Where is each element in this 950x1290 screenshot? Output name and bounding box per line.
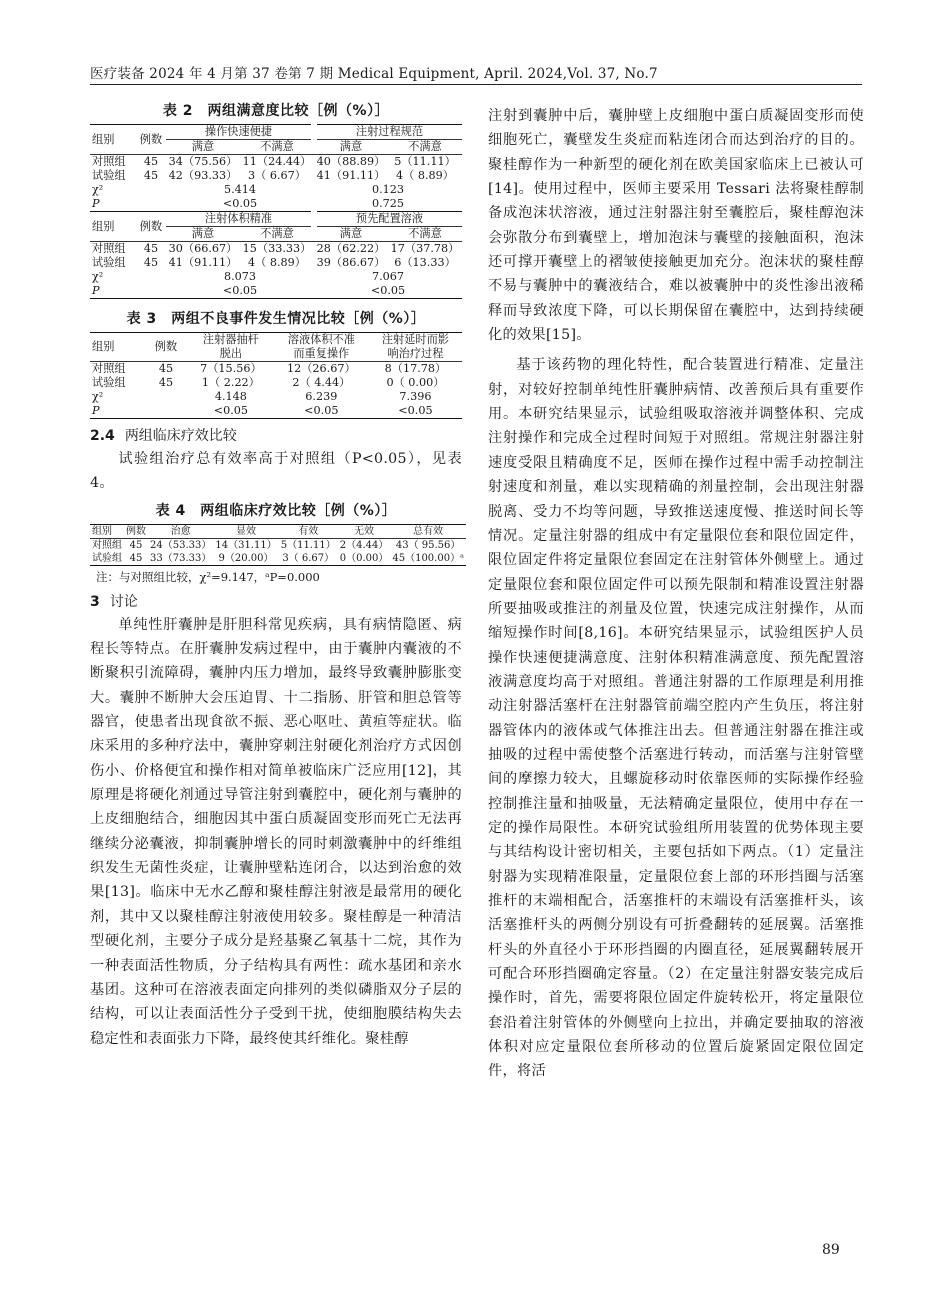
table-cell: 4.148 bbox=[214, 390, 247, 403]
table4-col: 治愈 bbox=[148, 524, 213, 538]
table2-sub: 满意 bbox=[314, 140, 388, 155]
table-cell: 45 bbox=[143, 242, 159, 255]
table3-head-row bbox=[90, 333, 462, 362]
table-cell: 6.239 bbox=[305, 390, 338, 403]
table-cell: 试验组 bbox=[92, 169, 126, 182]
table-cell: 39（86.67） bbox=[316, 256, 386, 269]
table4 bbox=[90, 524, 466, 566]
table-cell: 6（13.33） bbox=[394, 256, 456, 269]
table-cell: 40（88.89） bbox=[316, 155, 386, 168]
table-cell: 34（75.56） bbox=[168, 155, 238, 168]
table-row bbox=[90, 284, 462, 299]
table-cell: 试验组 bbox=[92, 256, 126, 269]
table2-sub: 满意 bbox=[166, 227, 240, 242]
table-cell: 4（ 8.89） bbox=[396, 169, 454, 182]
table-row bbox=[90, 256, 462, 270]
table3-col-group: 组别 bbox=[90, 333, 144, 362]
table-cell: 12（26.67） bbox=[287, 362, 356, 375]
table2-sub: 不满意 bbox=[388, 140, 462, 155]
table2-head-standard: 注射过程规范 bbox=[314, 125, 462, 140]
table-cell: 45 bbox=[143, 169, 159, 182]
table-cell: 8（17.78） bbox=[384, 362, 447, 375]
section-number: 2.4 bbox=[90, 428, 115, 444]
table-cell: 对照组 bbox=[92, 155, 126, 168]
table-cell: 41（91.11） bbox=[316, 169, 386, 182]
table4-col: 例数 bbox=[126, 525, 146, 537]
table4-col: 有效 bbox=[279, 524, 338, 538]
table-row bbox=[90, 169, 462, 183]
section-3-heading bbox=[90, 591, 462, 611]
table-cell: 7（15.56） bbox=[200, 362, 262, 375]
table-row bbox=[90, 404, 462, 419]
discussion-paragraph-1: 单纯性肝囊肿是肝胆科常见疾病，具有病情隐匿、病程长等特点。在肝囊肿发病过程中，由于囊肿内囊液的不断聚积引流障碍，囊肿内压力增加，最终导致囊肿膨胀变大。囊肿不断肿大会压迫胃、十二指肠、肝管和胆总管等器官，使患者出现食欲不振、恶心呕吐、黄疸等症状。临床采用的多种疗法中，囊肿穿刺注射硬化剂治疗方式因创伤小、价格便宜和操作相对简单被临床广泛应用[12]，其原理是将硬化剂通过导管注射到囊腔中，硬化剂与囊肿的上皮细胞结合，细胞因其中蛋白质凝固变形而死亡无法再继续分泌囊液，抑制囊肿增长的同时刺激囊肿中的纤维组织发生无菌性炎症，让囊肿壁粘连闭合，以达到治愈的效果[13]。临床中无水乙醇和聚桂醇注射液是最常用的硬化剂，其中又以聚桂醇注射液使用较多。聚桂醇是一种清洁型硬化剂，主要分子成分是羟基聚乙氧基十二烷，其作为一种表面活性物质，分子结构具有两性：疏水基团和亲水基团。这种可在溶液表面定向排列的类似磷脂双分子层的结构，可以让表面活性分子受到干扰，使细胞膜结构失去稳定性和表面张力下降，最终使其纤维化。聚桂醇 bbox=[90, 616, 462, 1047]
header-rule bbox=[90, 84, 862, 85]
table-row bbox=[90, 538, 466, 552]
table-cell: 33（73.33） bbox=[150, 552, 212, 564]
table-cell: 45 bbox=[129, 539, 143, 551]
table-cell: 5.414 bbox=[223, 183, 257, 196]
table-cell: 4（ 8.89） bbox=[248, 256, 306, 269]
table-cell: 11（24.44） bbox=[242, 155, 312, 168]
table-cell: 41（91.11） bbox=[168, 256, 238, 269]
table3-col-delay: 注射延时而影 响治疗过程 bbox=[369, 333, 462, 362]
table-cell: 0（0.00） bbox=[339, 552, 389, 564]
table4-caption: 表 4 两组临床疗效比较［例（%）］ bbox=[155, 502, 397, 519]
section-title: 两组临床疗效比较 bbox=[124, 428, 237, 444]
table2-col-group: 组别 bbox=[90, 212, 136, 242]
p-label: P bbox=[92, 197, 100, 210]
table-cell: 0.725 bbox=[371, 197, 405, 210]
discussion-paragraph-1-continued: 注射到囊肿中后，囊肿壁上皮细胞中蛋白质凝固变形而使细胞死亡，囊壁发生炎症而粘连闭合而达到治疗的目的。聚桂醇作为一种新型的硬化剂在欧美国家临床上已被认可[14]。使用过程中，医师主要采用 Tessari 法将聚桂醇制备成泡沫状溶液，通过注射器注射至囊腔后，聚桂醇泡沫会弥散分布到囊壁上，增加泡沫与囊壁的接触面积，泡沫还可撑开囊壁上的褶皱使接触更加充分。泡沫状的聚桂醇不易与囊肿中的囊液结合，难以被囊肿中的炎性渗出液稀释而导致浓度下降，可以长期保留在囊腔中，达到持续硬化的效果[15]。 bbox=[488, 108, 864, 344]
chi-label: χ² bbox=[92, 390, 104, 403]
table2 bbox=[90, 124, 462, 299]
table-cell: 对照组 bbox=[92, 362, 126, 375]
table-cell: <0.05 bbox=[274, 404, 369, 419]
table-cell: 试验组 bbox=[92, 376, 126, 389]
table-cell: <0.05 bbox=[188, 404, 274, 419]
table2-sub: 满意 bbox=[314, 227, 388, 242]
table2-col-group: 组别 bbox=[90, 125, 136, 155]
table-cell: 5（11.11） bbox=[394, 155, 456, 168]
table-cell: 9（20.00） bbox=[213, 552, 278, 566]
table2-caption: 表 2 两组满意度比较［例（%）］ bbox=[162, 103, 390, 119]
section-title: 讨论 bbox=[109, 593, 138, 610]
table-cell: 对照组 bbox=[92, 242, 126, 255]
table4-col: 总有效 bbox=[390, 524, 466, 538]
section-number: 3 bbox=[90, 593, 100, 610]
table-row bbox=[90, 270, 462, 284]
table-cell: 14（31.11） bbox=[215, 539, 277, 551]
table-cell: 2（4.44） bbox=[339, 539, 389, 551]
table-row bbox=[90, 390, 462, 404]
discussion-paragraph-2: 基于该药物的理化特性，配合装置进行精准、定量注射，对较好控制单纯性肝囊肿病情、改善预后具有重要作用。本研究结果显示，试验组吸取溶液并调整体积、完成注射操作和完成全过程时间短于对照组。常规注射器注射速度受限且精确度不足，医师在操作过程中需手动控制注射速度和剂量，难以实现精确的剂量控制，会出现注射器脱离、受力不均等问题，导致推送速度慢、推送时间长等情况。定量注射器的组成中有定量限位套和限位固定件，限位固定件将定量限位套固定在注射管体外侧壁上。通过定量限位套和限位固定件可以预先限制和精准设置注射器所要抽吸或推注的剂量及位置，快速完成注射操作，从而缩短操作时间[8,16]。本研究结果显示，试验组医护人员操作快速便捷满意度、注射体积精准满意度、预先配置溶液满意度均高于对照组。普通注射器的工作原理是利用推动注射器活塞杆在注射器管前端空腔内产生负压，将注射器管体内的液体或气体推注出去。但普通注射器在推注或抽吸的过程中需使整个活塞进行转动，而活塞与注射管壁间的摩擦力较大，且螺旋移动时依靠医师的实际操作经验控制推注量和抽吸量，无法精确定量限位，使用中存在一定的操作局限性。本研究试验组所用装置的优势体现主要与其结构设计密切相关，主要包括如下两点。（1）定量注射器为实现精准限量，定量限位套上部的环形挡圈与活塞推杆的末端相配合，活塞推杆的末端设有活塞推杆头，该活塞推杆头的两侧分别设有可折叠翻转的延展翼。活塞推杆头的外直径小于环形挡圈的内圈直径，延展翼翻转展开可配合环形挡圈确定容量。（2）在定量注射器安装完成后操作时，首先，需要将限位固定件旋转松开，将定量限位套沿着注射管体的外侧壁向上拉出，并确定要抽取的溶液体积对应定量限位套所移动的位置后旋紧固定限位固定件，将活 bbox=[488, 357, 864, 1080]
table-cell: 对照组 bbox=[92, 539, 122, 551]
running-head: 医疗装备 2024 年 4 月第 37 卷第 7 期 Medical Equipment, April. 2024,Vol. 37, No.7 bbox=[90, 66, 658, 82]
table-cell: 17（37.78） bbox=[390, 242, 460, 255]
table-row bbox=[90, 376, 462, 390]
table-cell: 7.396 bbox=[399, 390, 432, 403]
section-2-4-text: 试验组治疗总有效率高于对照组（P<0.05），见表 4。 bbox=[90, 451, 462, 492]
table-cell: 试验组 bbox=[92, 552, 122, 564]
page-number: 89 bbox=[822, 1242, 840, 1258]
right-column bbox=[488, 104, 864, 1084]
table3-col-repeat: 溶液体积不准 而重复操作 bbox=[274, 333, 369, 362]
table2-col-n: 例数 bbox=[136, 125, 166, 155]
table-cell: 45（100.00）ᵃ bbox=[392, 552, 464, 564]
table4-head-row bbox=[90, 524, 466, 538]
table-cell: 24（53.33） bbox=[150, 539, 212, 551]
table-row bbox=[90, 362, 462, 377]
table-cell: 45 bbox=[158, 362, 174, 375]
table-cell: 45 bbox=[158, 376, 174, 389]
table-cell: 15（33.33） bbox=[242, 242, 312, 255]
table-cell: <0.05 bbox=[314, 284, 462, 299]
table4-note: 注：与对照组比较，χ²=9.147，ᵃP=0.000 bbox=[96, 569, 320, 584]
table4-col: 显效 bbox=[213, 524, 278, 538]
table-cell: 43（ 95.56） bbox=[395, 539, 461, 551]
table3-col-n: 例数 bbox=[144, 333, 188, 362]
table-cell: 3（ 6.67） bbox=[279, 552, 338, 566]
table2-head-volume: 注射体积精准 bbox=[166, 212, 314, 227]
table2-head-preconfig: 预先配置溶液 bbox=[314, 212, 462, 227]
table3-caption: 表 3 两组不良事件发生情况比较［例（%）］ bbox=[126, 311, 426, 327]
table2-sub: 不满意 bbox=[388, 227, 462, 242]
table2-head-row bbox=[90, 125, 462, 140]
table-cell: 7.067 bbox=[371, 270, 405, 283]
table-cell: <0.05 bbox=[222, 197, 258, 210]
chi-label: χ² bbox=[92, 183, 104, 196]
table-cell: 45 bbox=[124, 552, 148, 566]
table-row bbox=[90, 552, 466, 566]
table-row bbox=[90, 197, 462, 212]
table-row bbox=[90, 183, 462, 197]
left-column bbox=[90, 96, 462, 1051]
table-cell: <0.05 bbox=[369, 404, 462, 419]
table-cell: 8.073 bbox=[223, 270, 257, 283]
table-cell: 0（ 0.00） bbox=[386, 376, 445, 389]
p-label: P bbox=[90, 284, 136, 299]
table2-col-n: 例数 bbox=[136, 212, 166, 242]
table-cell: 0.123 bbox=[371, 183, 405, 196]
table-cell: 28（62.22） bbox=[316, 242, 386, 255]
table2-sub: 满意 bbox=[166, 140, 240, 155]
table-cell: 42（93.33） bbox=[168, 169, 238, 182]
table-cell: 2（ 4.44） bbox=[292, 376, 351, 389]
table-cell: 1（ 2.22） bbox=[201, 376, 260, 389]
table-row bbox=[90, 242, 462, 257]
table2-sub: 不满意 bbox=[240, 140, 314, 155]
table-cell: 30（66.67） bbox=[168, 242, 238, 255]
table2-head-row-2 bbox=[90, 212, 462, 227]
table4-col: 无效 bbox=[338, 524, 391, 538]
table-cell: 45 bbox=[143, 155, 159, 168]
table3-col-dislodge: 注射器抽杆 脱出 bbox=[188, 333, 274, 362]
table-row bbox=[90, 155, 462, 170]
table-cell: <0.05 bbox=[166, 284, 314, 299]
table-cell: 45 bbox=[143, 256, 159, 269]
table3 bbox=[90, 332, 462, 419]
table-cell: 3（ 6.67） bbox=[248, 169, 306, 182]
table4-col: 组别 bbox=[90, 524, 124, 538]
chi-label: χ² bbox=[92, 270, 104, 283]
section-2-4-heading bbox=[90, 425, 462, 445]
p-label: P bbox=[90, 404, 144, 419]
table-cell: 5（11.11） bbox=[280, 539, 336, 551]
table2-sub: 不满意 bbox=[240, 227, 314, 242]
table2-head-fast: 操作快速便捷 bbox=[166, 125, 314, 140]
